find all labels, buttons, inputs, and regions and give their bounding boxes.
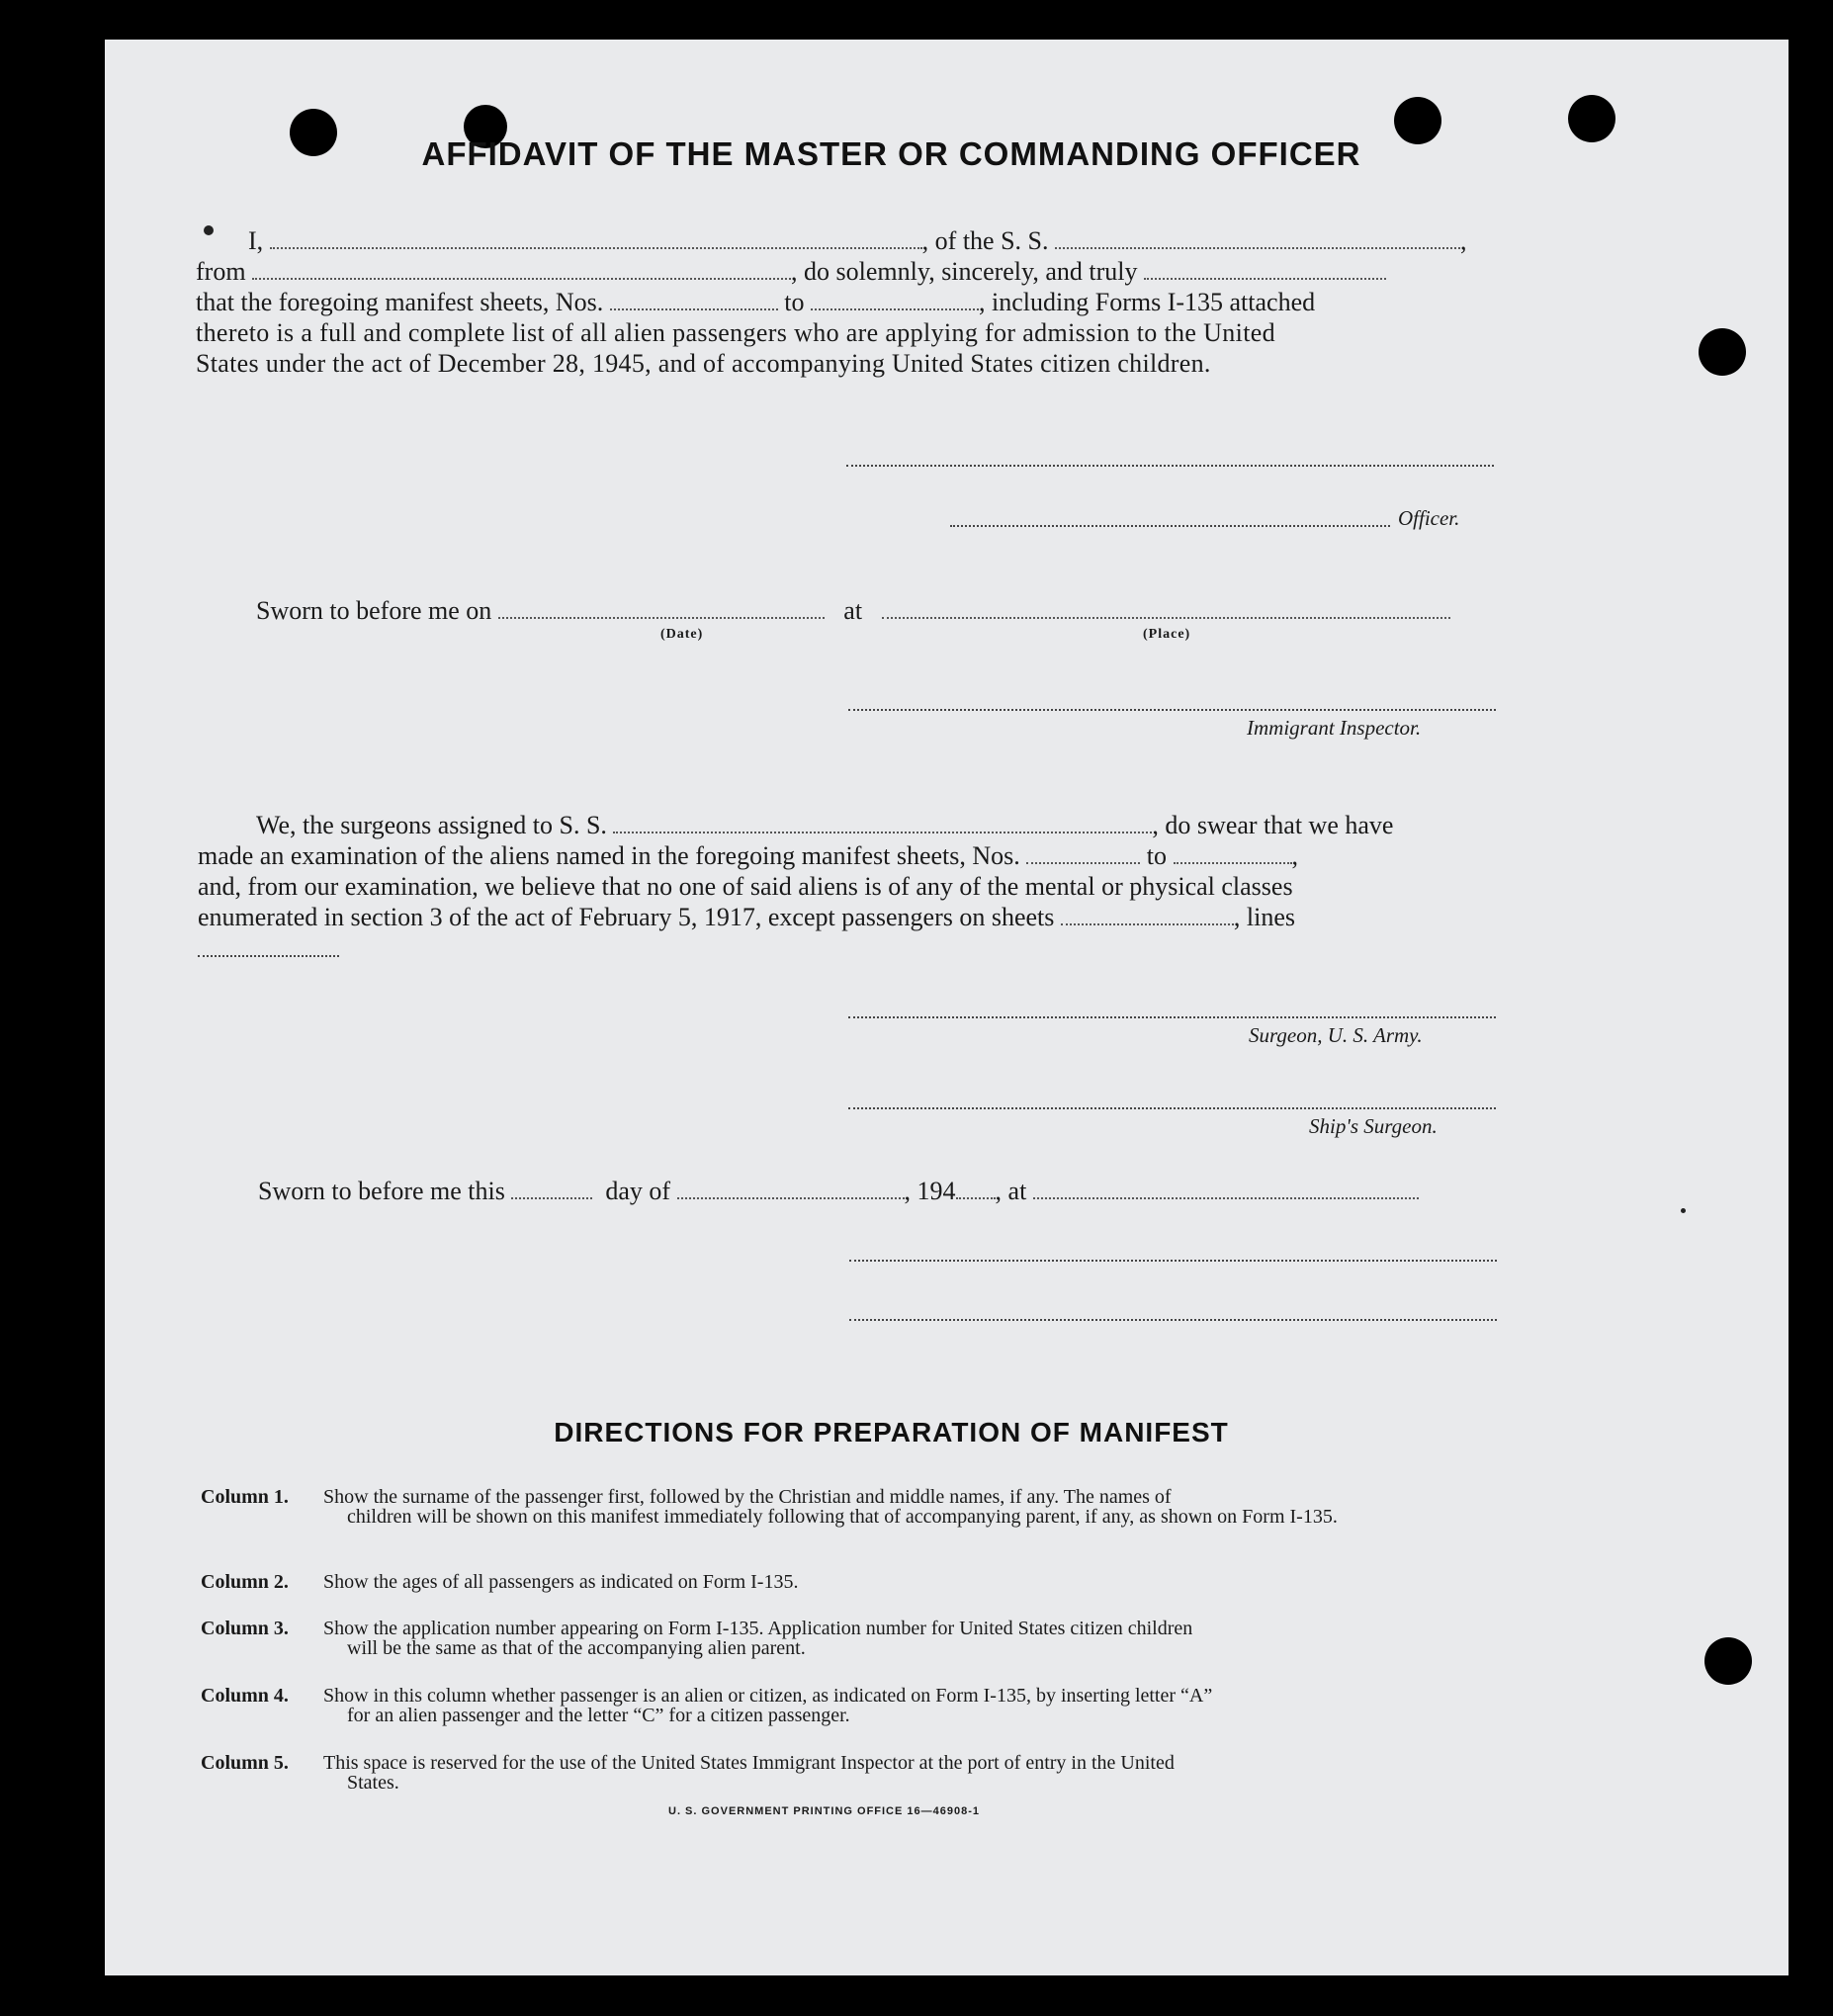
signature-line <box>849 1319 1497 1321</box>
surgeons-line-2: made an examination of the aliens named in the foregoing manifest sheets, Nos. to , <box>198 841 1298 870</box>
inspector-signature-line <box>848 709 1496 711</box>
place-caption: (Place) <box>1143 627 1191 642</box>
sworn-date-line: Sworn to before me on at <box>256 595 1450 626</box>
affidavit-line-4: thereto is a full and complete list of all alien passengers who are applying for admission to the United <box>196 318 1276 347</box>
punch-hole <box>1704 1637 1752 1685</box>
affidavit-line-5: States under the act of December 28, 1945, and of accompanying United States citizen children. <box>196 349 1211 378</box>
punch-hole <box>1699 328 1746 376</box>
lines-blank <box>198 955 339 957</box>
affidavit-title: AFFIDAVIT OF THE MASTER OR COMMANDING OFFICER <box>421 135 1361 172</box>
army-surgeon-signature-line <box>848 1016 1496 1018</box>
army-surgeon-label: Surgeon, U. S. Army. <box>1249 1023 1423 1047</box>
document-page <box>105 40 1789 1975</box>
ship-surgeon-signature-line <box>848 1107 1496 1109</box>
direction-column-2: Column 2. Show the ages of all passengers as indicated on Form I-135. <box>201 1571 799 1593</box>
direction-column-3: Column 3. Show the application number appearing on Form I-135. Application number for United States citizen children will be the same as that of the accompanying alien parent. <box>201 1618 1193 1659</box>
directions-title: DIRECTIONS FOR PREPARATION OF MANIFEST <box>554 1417 1229 1447</box>
ship-surgeon-label: Ship's Surgeon. <box>1309 1114 1438 1138</box>
affidavit-line-3: that the foregoing manifest sheets, Nos. to , including Forms I-135 attached <box>196 288 1316 316</box>
affidavit-line-1: I, , of the S. S. , <box>248 226 1467 255</box>
surgeons-line-4: enumerated in section 3 of the act of February 5, 1917, except passengers on sheets , lines <box>198 903 1296 931</box>
surgeons-line-3: and, from our examination, we believe that no one of said aliens is of any of the mental or physical classes <box>198 872 1293 901</box>
officer-signature-line <box>950 525 1390 527</box>
sworn-day-line: Sworn to before me this day of , 194 , at <box>258 1176 1419 1206</box>
ink-speck <box>204 225 214 235</box>
direction-column-5: Column 5. This space is reserved for the use of the United States Immigrant Inspector at the port of entry in the United States. <box>201 1752 1175 1794</box>
surgeons-line-1: We, the surgeons assigned to S. S. , do swear that we have <box>256 811 1394 839</box>
officer-label: Officer. <box>1398 506 1460 530</box>
affidavit-line-2: from , do solemnly, sincerely, and truly <box>196 256 1386 287</box>
signature-line <box>846 465 1494 467</box>
signature-line <box>849 1260 1497 1262</box>
date-caption: (Date) <box>660 627 704 642</box>
inspector-label: Immigrant Inspector. <box>1247 716 1422 740</box>
printing-office-imprint: U. S. GOVERNMENT PRINTING OFFICE 16—46908-1 <box>668 1805 981 1817</box>
direction-column-4: Column 4. Show in this column whether passenger is an alien or citizen, as indicated on Form I-135, by inserting letter “A” for an alien passenger and the letter “C” for a citizen passenger. <box>201 1685 1213 1726</box>
ink-speck <box>1681 1208 1686 1213</box>
direction-column-1: Column 1. Show the surname of the passenger first, followed by the Christian and middle names, if any. The names of children will be shown on this manifest immediately following that of accompanying parent, if any, as shown on Form I-135. <box>201 1486 1338 1528</box>
